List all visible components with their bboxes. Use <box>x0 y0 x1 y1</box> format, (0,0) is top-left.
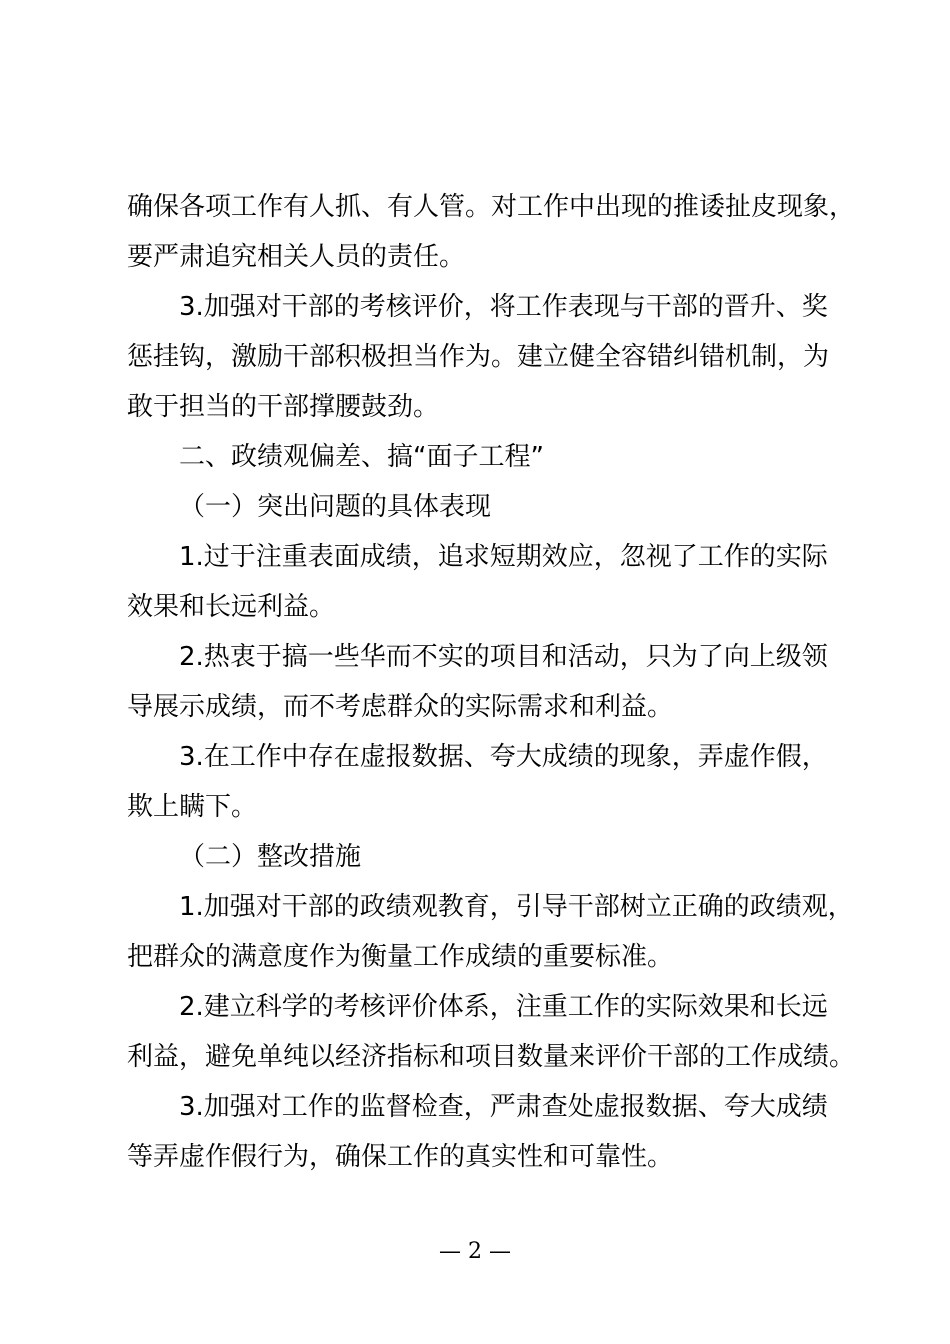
text-line: 确保各项工作有人抓、有人管。对工作中出现的推诿扯皮现象， <box>127 192 856 222</box>
text-line: 把群众的满意度作为衡量工作成绩的重要标准。 <box>127 942 674 972</box>
text-line: 1.加强对干部的政绩观教育，引导干部树立正确的政绩观， <box>179 892 854 922</box>
text-line: 惩挂钩，激励干部积极担当作为。建立健全容错纠错机制，为 <box>127 342 830 372</box>
page-number: — 2 — <box>439 1239 511 1264</box>
text-line: 效果和长远利益。 <box>127 592 336 622</box>
text-line: 欺上瞒下。 <box>127 792 258 822</box>
text-line: 3.加强对工作的监督检查，严肃查处虚报数据、夸大成绩 <box>179 1092 828 1122</box>
text-line: 1.过于注重表面成绩，追求短期效应，忽视了工作的实际 <box>179 542 828 572</box>
text-line: 等弄虚作假行为，确保工作的真实性和可靠性。 <box>127 1142 674 1172</box>
text-line: 敢于担当的干部撑腰鼓劲。 <box>127 392 440 422</box>
text-line: 利益，避免单纯以经济指标和项目数量来评价干部的工作成绩。 <box>127 1042 856 1072</box>
text-line: 2.建立科学的考核评价体系，注重工作的实际效果和长远 <box>179 992 828 1022</box>
subsection-heading: （一）突出问题的具体表现 <box>179 492 492 522</box>
text-line: 2.热衷于搞一些华而不实的项目和活动，只为了向上级领 <box>179 642 828 672</box>
text-line: 导展示成绩，而不考虑群众的实际需求和利益。 <box>127 692 674 722</box>
text-line: 3.在工作中存在虚报数据、夸大成绩的现象，弄虚作假， <box>179 742 828 772</box>
subsection-heading: （二）整改措施 <box>179 842 362 872</box>
document-body <box>127 182 856 1182</box>
text-line: 要严肃追究相关人员的责任。 <box>127 242 466 272</box>
text-line: 3.加强对干部的考核评价，将工作表现与干部的晋升、奖 <box>179 292 828 322</box>
section-heading: 二、政绩观偏差、搞“面子工程” <box>179 442 544 472</box>
